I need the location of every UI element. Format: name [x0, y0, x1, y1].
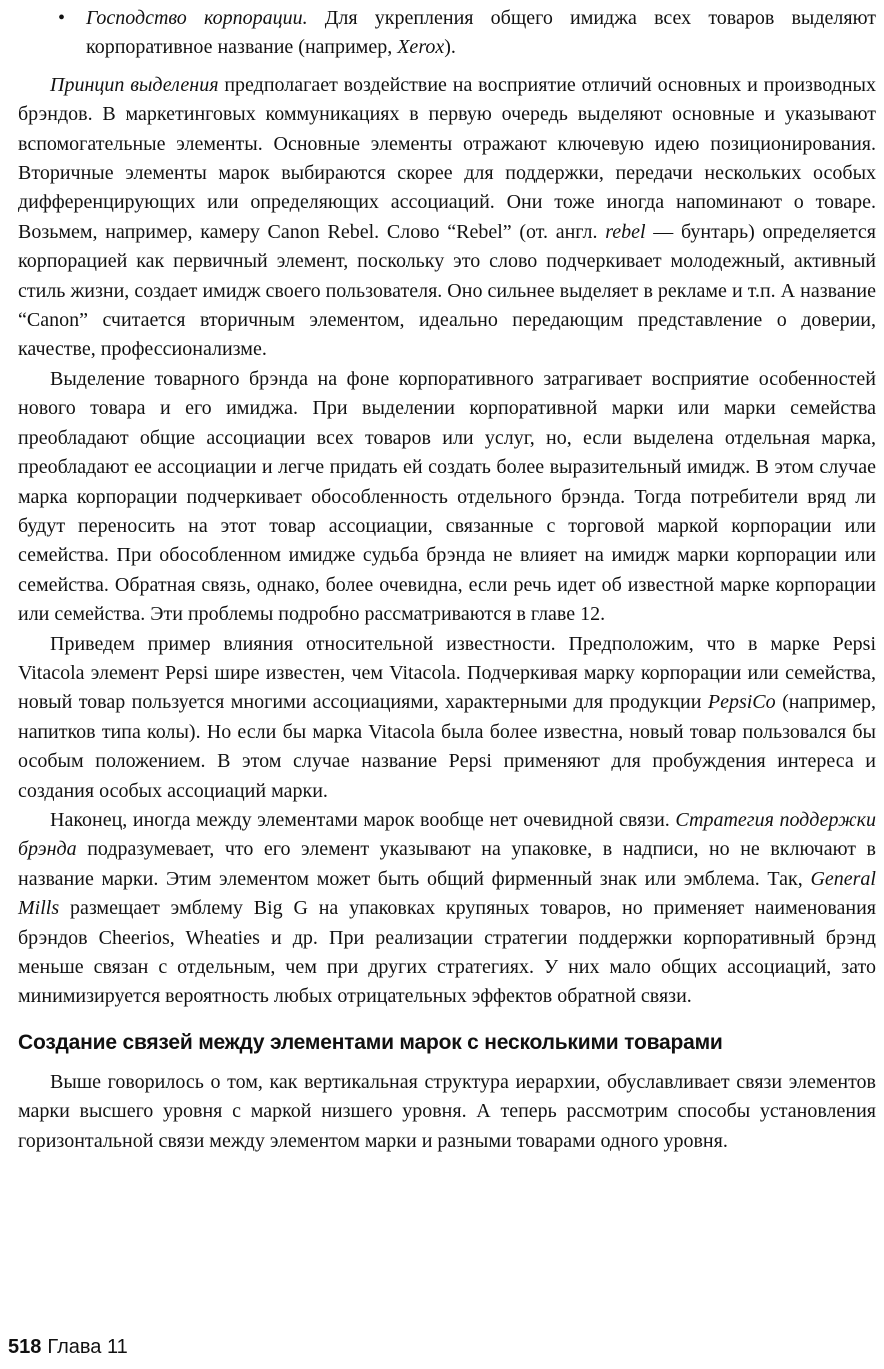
bullet-text: Для укрепления общего имиджа всех товаров выделяют корпоративное название (например,	[86, 7, 876, 59]
bullet-example: Xerox	[397, 36, 445, 59]
paragraph-product-brand	[18, 365, 876, 630]
chapter-label: Глава 11	[47, 1336, 128, 1358]
paragraph-highlight-principle	[18, 71, 876, 365]
paragraph-text-end: — бунтарь) определяется корпорацией как первичный элемент, поскольку это слово подчеркивает молодежный, активный стиль жизни, создает имидж своего пользователя. Оно сильнее выделяет в рекламе и т.п. А название “Canon” считается вторичным элементом, идеально передающим представление о доверии, качестве, профессионализме.	[18, 220, 876, 361]
company-name: General Mills	[18, 867, 876, 920]
paragraph-section-intro	[18, 1068, 876, 1156]
paragraph-text: Наконец, иногда между элементами марок вообще нет очевидной связи.	[50, 808, 676, 831]
paragraph-relative-awareness	[18, 630, 876, 806]
page-footer	[8, 1334, 128, 1360]
bullet-text-end: ).	[444, 36, 456, 59]
paragraph-text: Выше говорилось о том, как вертикальная структура иерархии, обуславливает связи элементов марки высшего уровня с маркой низшего уровня. А теперь рассмотрим способы установления горизонтальной связи между элементом марки и разными товарами одного уровня.	[18, 1070, 876, 1152]
page-number: 518	[8, 1336, 42, 1358]
term-highlight-principle: Принцип выделения	[50, 73, 219, 96]
term-brand-support-strategy: Стратегия поддержки брэнда	[18, 808, 877, 861]
page-body	[18, 4, 876, 1156]
paragraph-text-end: (например, напитков типа колы). Но если бы марка Vitacola была более известна, новый товар пользовался бы особым положением. В этом случае название Pepsi применяют для пробуждения интереса и создания особых ассоциаций марки.	[18, 691, 876, 802]
foreign-word: rebel	[605, 220, 646, 243]
bullet-item-corporate-dominance	[18, 4, 876, 63]
paragraph-text: Выделение товарного брэнда на фоне корпоративного затрагивает восприятие особенностей нового товара и его имиджа. При выделении корпоративной марки или марки семейства преобладают общие ассоциации всех товаров или услуг, но, если выделена отдельная марка, преобладают ее ассоциации и легче придать ей создать более выразительный имидж. В этом случае марка корпорации подчеркивает обособленность отдельного брэнда. Тогда потребители вряд ли будут переносить на этот товар ассоциации, связанные с торговой маркой корпорации или семейства. При обособленном имидже судьба брэнда не влияет на имидж марки корпорации или семейства. Обратная связь, однако, более очевидна, если речь идет об известной марке корпорации или семейства. Эти проблемы подробно рассматриваются в главе 12.	[18, 367, 876, 626]
paragraph-text-end: размещает эмблему Big G на упаковках крупяных товаров, но применяет наименования брэндов Cheerios, Wheaties и др. При реализации стратегии поддержки корпоративный брэнд меньше связан с отдельным, чем при других стратегиях. У них мало общих ассоциаций, зато минимизируется вероятность любых отрицательных эффектов обратной связи.	[18, 897, 876, 1008]
paragraph-brand-support-strategy	[18, 806, 876, 1012]
bullet-marker: •	[58, 7, 66, 29]
bullet-term: Господство корпорации.	[86, 7, 308, 29]
section-heading: Создание связей между элементами марок с несколькими товарами	[18, 1030, 723, 1054]
company-name: PepsiCo	[707, 691, 776, 714]
paragraph-text: предполагает воздействие на восприятие отличий основных и производных брэндов. В маркетинговых коммуникациях в первую очередь выделяют основные и указывают вспомогательные элементы. Основные элементы отражают ключевую идею позиционирования. Вторичные элементы марок выбираются скорее для поддержки, передачи нескольких особых дифференцирующих или определяющих ассоциаций. Они тоже иногда напоминают о товаре. Возьмем, например, камеру Canon Rebel. Слово “Rebel” (от. англ.	[18, 73, 876, 243]
paragraph-text-middle: подразумевает, что его элемент указывают на упаковке, в надписи, но не включают в название марки. Этим элементом может быть общий фирменный знак или эмблема. Так,	[18, 838, 876, 890]
paragraph-text: Приведем пример влияния относительной известности. Предположим, что в марке Pepsi Vitacola элемент Pepsi шире известен, чем Vitacola. Подчеркивая марку корпорации или семейства, новый товар пользуется многими ассоциациями, характерными для продукции	[18, 632, 876, 714]
